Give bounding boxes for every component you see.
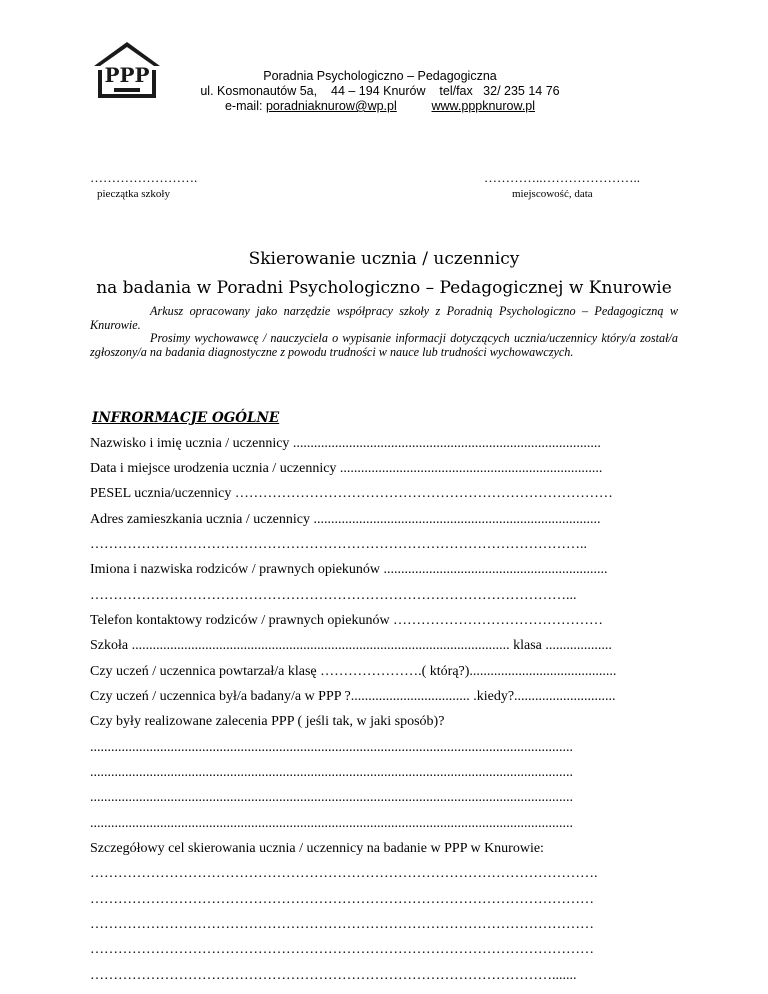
field-parents-names: Imiona i nazwiska rodziców / prawnych opiekunów ................................................................ bbox=[90, 562, 608, 577]
email-link[interactable]: poradniaknurow@wp.pl bbox=[265, 99, 397, 113]
ppp-logo bbox=[92, 40, 162, 102]
field-referral-purpose-question: Szczegółowy cel skierowania ucznia / uczennicy na badanie w PPP w Knurowie: bbox=[90, 841, 544, 856]
field-referral-purpose-line-3: ……………………………………………………………………………………………… bbox=[90, 917, 594, 932]
org-address: ul. Kosmonautów 5a, 44 – 194 Knurów tel/fax 32/ 235 14 76 bbox=[200, 84, 560, 98]
field-student-name: Nazwisko i imię ucznia / uczennicy ........................................................................................ bbox=[90, 436, 601, 451]
intro-paragraph-2: Prosimy wychowawcę / nauczyciela o wypisanie informacji dotyczących ucznia/uczennicy który/a został/a zgłoszony/a na badania diagnostyczne z powodu trudności w nauce lub trudności wychowawczych. bbox=[90, 331, 678, 359]
email-label: e-mail: bbox=[224, 99, 266, 113]
logo-text: PPP bbox=[104, 63, 150, 87]
field-address: Adres zamieszkania ucznia / uczennicy .................................................................................. bbox=[90, 512, 601, 527]
field-referral-purpose-line-2: ……………………………………………………………………………………………… bbox=[90, 892, 594, 907]
field-birth-date-place: Data i miejsce urodzenia ucznia / uczennicy ........................................................................... bbox=[90, 461, 603, 476]
field-recommendations-question: Czy były realizowane zalecenia PPP ( jeśli tak, w jaki sposób)? bbox=[90, 714, 445, 729]
field-recommendations-line-3: .......................................................................................................................................... bbox=[90, 790, 573, 805]
field-pesel: PESEL ucznia/uczennicy ……………………………………………………………………… bbox=[90, 486, 613, 501]
place-date-label: miejscowość, data bbox=[512, 188, 593, 200]
field-referral-purpose-line-4: ……………………………………………………………………………………………… bbox=[90, 942, 594, 957]
page-title-line2: na badania w Poradni Psychologiczno – Pedagogicznej w Knurowie bbox=[96, 278, 672, 298]
field-recommendations-line-2: .......................................................................................................................................... bbox=[90, 765, 573, 780]
website-link[interactable]: www.pppknurow.pl bbox=[431, 99, 536, 113]
place-date-field: …………..………………….. bbox=[484, 170, 640, 185]
intro-paragraph-1: Arkusz opracowany jako narzędzie współpracy szkoły z Poradnią Psychologiczno – Pedagogiczną w Knurowie. bbox=[90, 304, 678, 332]
field-parents-names-continued: …………………………………………………………………………………………... bbox=[90, 588, 577, 603]
section-heading: INFRORMACJE OGÓLNE bbox=[92, 410, 280, 426]
field-recommendations-line-1: .......................................................................................................................................... bbox=[90, 740, 573, 755]
field-examined-in-ppp: Czy uczeń / uczennica był/a badany/a w PPP ?.................................. .kiedy?............................. bbox=[90, 689, 616, 704]
page-title-line1: Skierowanie ucznia / uczennicy bbox=[248, 249, 520, 269]
org-contact bbox=[180, 99, 580, 114]
school-stamp-field: ……………………. bbox=[90, 170, 198, 185]
field-parents-phone: Telefon kontaktowy rodziców / prawnych opiekunów ……………………………………… bbox=[90, 613, 604, 628]
field-recommendations-line-4: .......................................................................................................................................... bbox=[90, 816, 573, 831]
field-repeated-class: Czy uczeń / uczennica powtarzał/a klasę ………………….( którą?).......................................... bbox=[90, 664, 617, 679]
school-stamp-label: pieczątka szkoły bbox=[97, 188, 170, 200]
field-referral-purpose-line-5: ………………………………………………………………………………………....... bbox=[90, 968, 577, 983]
field-referral-purpose-line-1: ………………………………………………………………………………………………. bbox=[90, 866, 598, 881]
intro-text bbox=[90, 305, 678, 359]
field-address-continued: …………………………………………………………………………………………….. bbox=[90, 537, 587, 552]
field-school-class: Szkoła ............................................................................................................ klasa ................... bbox=[90, 638, 612, 653]
org-name: Poradnia Psychologiczno – Pedagogiczna bbox=[263, 69, 497, 83]
